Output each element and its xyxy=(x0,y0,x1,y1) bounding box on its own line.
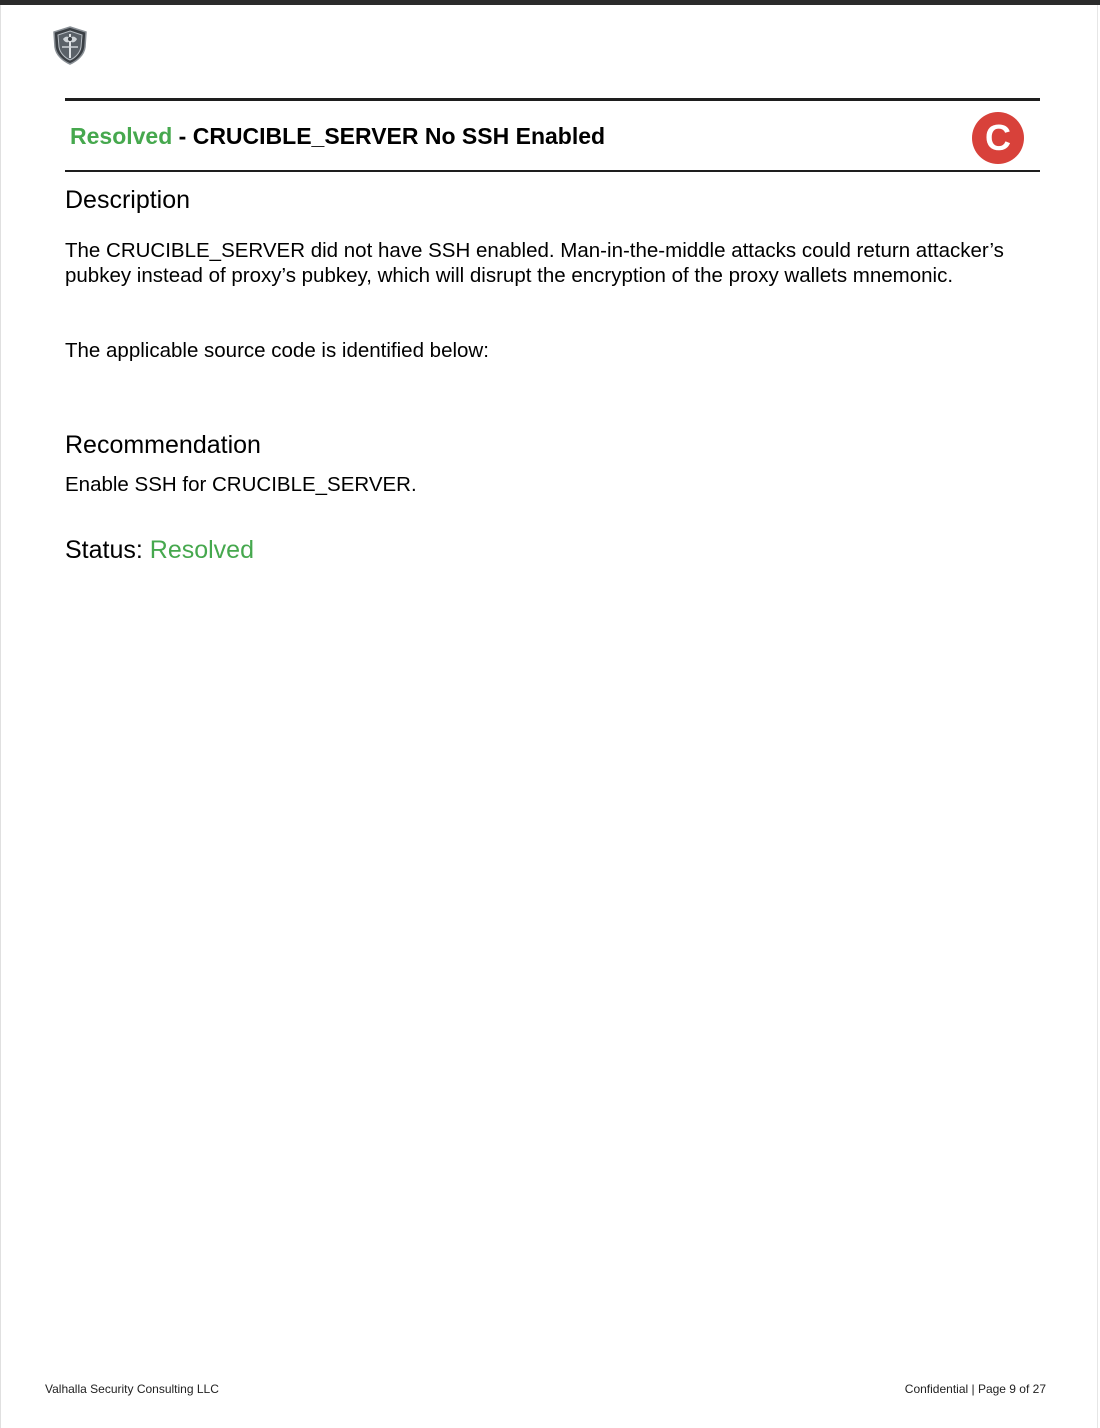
shield-logo-icon xyxy=(50,25,90,65)
status-label: Status: xyxy=(65,536,150,564)
recommendation-text: Enable SSH for CRUCIBLE_SERVER. xyxy=(65,473,417,496)
finding-title-text: - CRUCIBLE_SERVER No SSH Enabled xyxy=(172,123,606,149)
title-bottom-rule xyxy=(65,170,1040,172)
source-code-note: The applicable source code is identified below: xyxy=(65,339,489,362)
title-top-rule xyxy=(65,98,1040,101)
page-edge-right xyxy=(1097,5,1098,1428)
footer-page-info: Confidential | Page 9 of 27 xyxy=(904,1382,1046,1396)
severity-badge: C xyxy=(972,112,1024,164)
description-paragraph: The CRUCIBLE_SERVER did not have SSH enabled. Man-in-the-middle attacks could return attacker’s pubkey instead of proxy’s pubkey, which will disrupt the encryption of the proxy wallets mnemonic. xyxy=(65,239,1004,287)
page-top-bar xyxy=(0,0,1100,5)
status-value: Resolved xyxy=(149,536,254,564)
page-edge-left xyxy=(0,5,1,1428)
description-heading: Description xyxy=(65,186,191,214)
footer-company: Valhalla Security Consulting LLC xyxy=(45,1382,219,1396)
finding-status-prefix: Resolved xyxy=(70,123,173,149)
status-line xyxy=(65,535,254,565)
recommendation-heading: Recommendation xyxy=(65,431,261,459)
finding-title xyxy=(70,122,605,150)
